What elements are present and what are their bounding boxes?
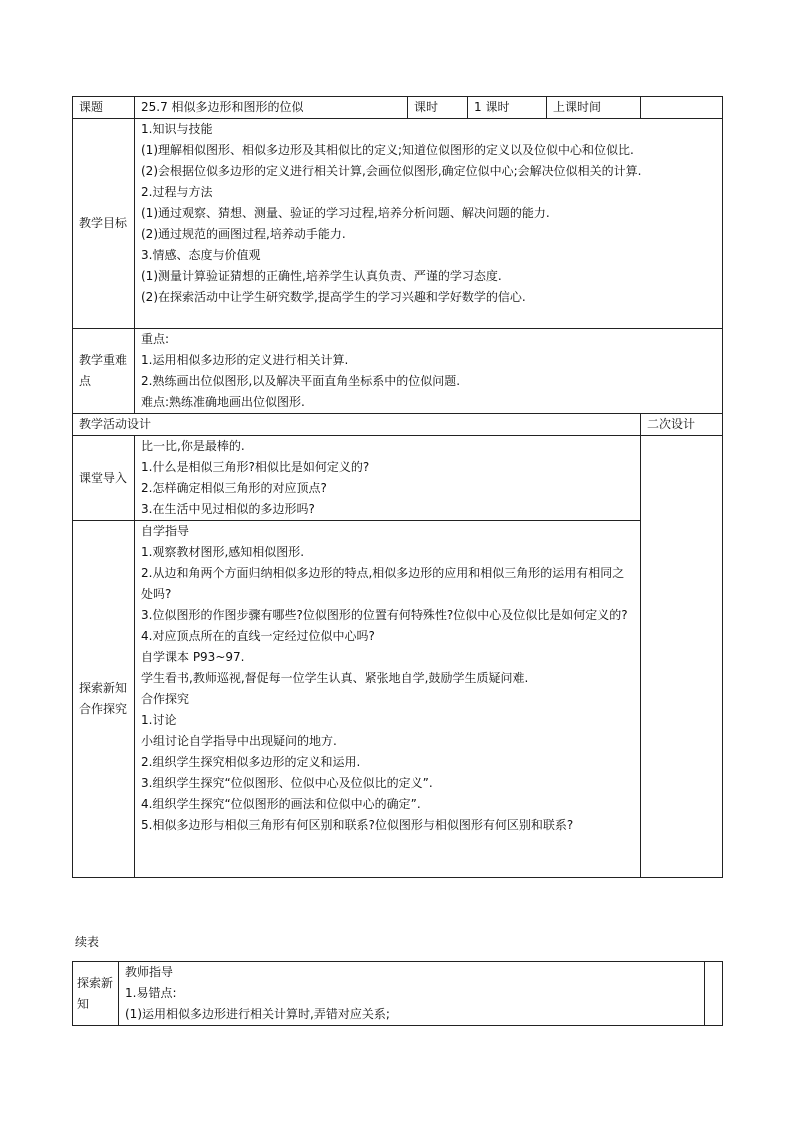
explore-line: 3.位似图形的作图步骤有哪些?位似图形的位置有何特殊性?位似中心及位似比是如何定义的? [141, 608, 628, 622]
key-point-line: 难点:熟练准确地画出位似图形. [141, 395, 305, 409]
intro-line: 2.怎样确定相似三角形的对应顶点? [141, 481, 327, 495]
explore-line: 2.从边和角两个方面归纳相似多边形的特点,相似多边形的应用和相似三角形的运用有相同之处吗? [141, 566, 625, 601]
objective-line: (2)通过规范的画图过程,培养动手能力. [141, 227, 346, 241]
intro-label: 课堂导入 [79, 470, 128, 485]
intro-line: 3.在生活中见过相似的多边形吗? [141, 502, 315, 516]
continued-line: 1.易错点: [125, 986, 177, 1000]
explore-label-cell [73, 521, 135, 878]
explore-line: 自学课本 P93~97. [141, 650, 245, 664]
activity-design-label: 教学活动设计 [73, 414, 641, 436]
objectives-content [135, 119, 723, 329]
key-points-row [73, 329, 723, 414]
continued-label: 探索新知 [77, 975, 114, 1011]
class-time-label: 上课时间 [547, 97, 641, 119]
continued-label-cell [73, 962, 119, 1026]
intro-label-cell [73, 436, 135, 521]
second-design-cell [641, 436, 723, 878]
key-points-label: 教学重难点 [79, 353, 128, 388]
second-design-label: 二次设计 [641, 414, 723, 436]
explore-line: 1.讨论 [141, 713, 177, 727]
topic-label: 课题 [73, 97, 135, 119]
objective-line: 3.情感、态度与价值观 [141, 248, 261, 262]
objectives-label-cell [73, 119, 135, 329]
explore-content [135, 521, 641, 878]
key-points-content [135, 329, 723, 414]
intro-line: 1.什么是相似三角形?相似比是如何定义的? [141, 460, 370, 474]
explore-line: 4.对应顶点所在的直线一定经过位似中心吗? [141, 629, 375, 643]
lesson-plan-table [72, 96, 723, 878]
explore-line: 小组讨论自学指导中出现疑问的地方. [141, 734, 337, 748]
key-point-line: 2.熟练画出位似图形,以及解决平面直角坐标系中的位似问题. [141, 374, 461, 388]
key-points-label-cell [73, 329, 135, 414]
explore-line: 自学指导 [141, 524, 190, 538]
objective-line: (2)会根据位似多边形的定义进行相关计算,会画位似图形,确定位似中心;会解决位似相关的计算. [141, 164, 642, 178]
continued-line: 教师指导 [125, 965, 174, 979]
header-row [73, 97, 723, 119]
continued-side-cell [705, 962, 723, 1026]
explore-line: 5.相似多边形与相似三角形有何区别和联系?位似图形与相似图形有何区别和联系? [141, 818, 574, 832]
activity-header-row [73, 414, 723, 436]
objective-line: (1)测量计算验证猜想的正确性,培养学生认真负责、严谨的学习态度. [141, 269, 502, 283]
explore-line: 合作探究 [141, 692, 190, 706]
explore-label: 探索新知合作探究 [79, 681, 128, 716]
key-point-line: 1.运用相似多边形的定义进行相关计算. [141, 353, 349, 367]
continued-table [72, 961, 723, 1026]
intro-row [73, 436, 723, 521]
objectives-row [73, 119, 723, 329]
objective-line: (2)在探索活动中让学生研究数学,提高学生的学习兴趣和学好数学的信心. [141, 290, 526, 304]
continued-row [73, 962, 723, 1026]
objective-line: (1)通过观察、猜想、测量、验证的学习过程,培养分析问题、解决问题的能力. [141, 206, 550, 220]
key-point-line: 重点: [141, 332, 170, 346]
explore-line: 2.组织学生探究相似多边形的定义和运用. [141, 755, 361, 769]
hours-value: 1 课时 [468, 97, 547, 119]
continued-line: (1)运用相似多边形进行相关计算时,弄错对应关系; [125, 1007, 390, 1021]
continued-content [119, 962, 705, 1026]
hours-label: 课时 [408, 97, 468, 119]
intro-content [135, 436, 641, 521]
explore-line: 1.观察教材图形,感知相似图形. [141, 545, 305, 559]
explore-line: 3.组织学生探究“位似图形、位似中心及位似比的定义”. [141, 776, 433, 790]
continued-title: 续表 [75, 935, 100, 949]
objective-line: 1.知识与技能 [141, 122, 213, 136]
topic-value: 25.7 相似多边形和图形的位似 [135, 97, 408, 119]
objectives-label: 教学目标 [79, 216, 128, 230]
explore-line: 4.组织学生探究“位似图形的画法和位似中心的确定”. [141, 797, 421, 811]
explore-row [73, 521, 723, 878]
objective-line: (1)理解相似图形、相似多边形及其相似比的定义;知道位似图形的定义以及位似中心和位似比. [141, 143, 634, 157]
class-time-value [641, 97, 723, 119]
intro-line: 比一比,你是最棒的. [141, 439, 245, 453]
objective-line: 2.过程与方法 [141, 185, 213, 199]
explore-line: 学生看书,教师巡视,督促每一位学生认真、紧张地自学,鼓励学生质疑问难. [141, 671, 529, 685]
